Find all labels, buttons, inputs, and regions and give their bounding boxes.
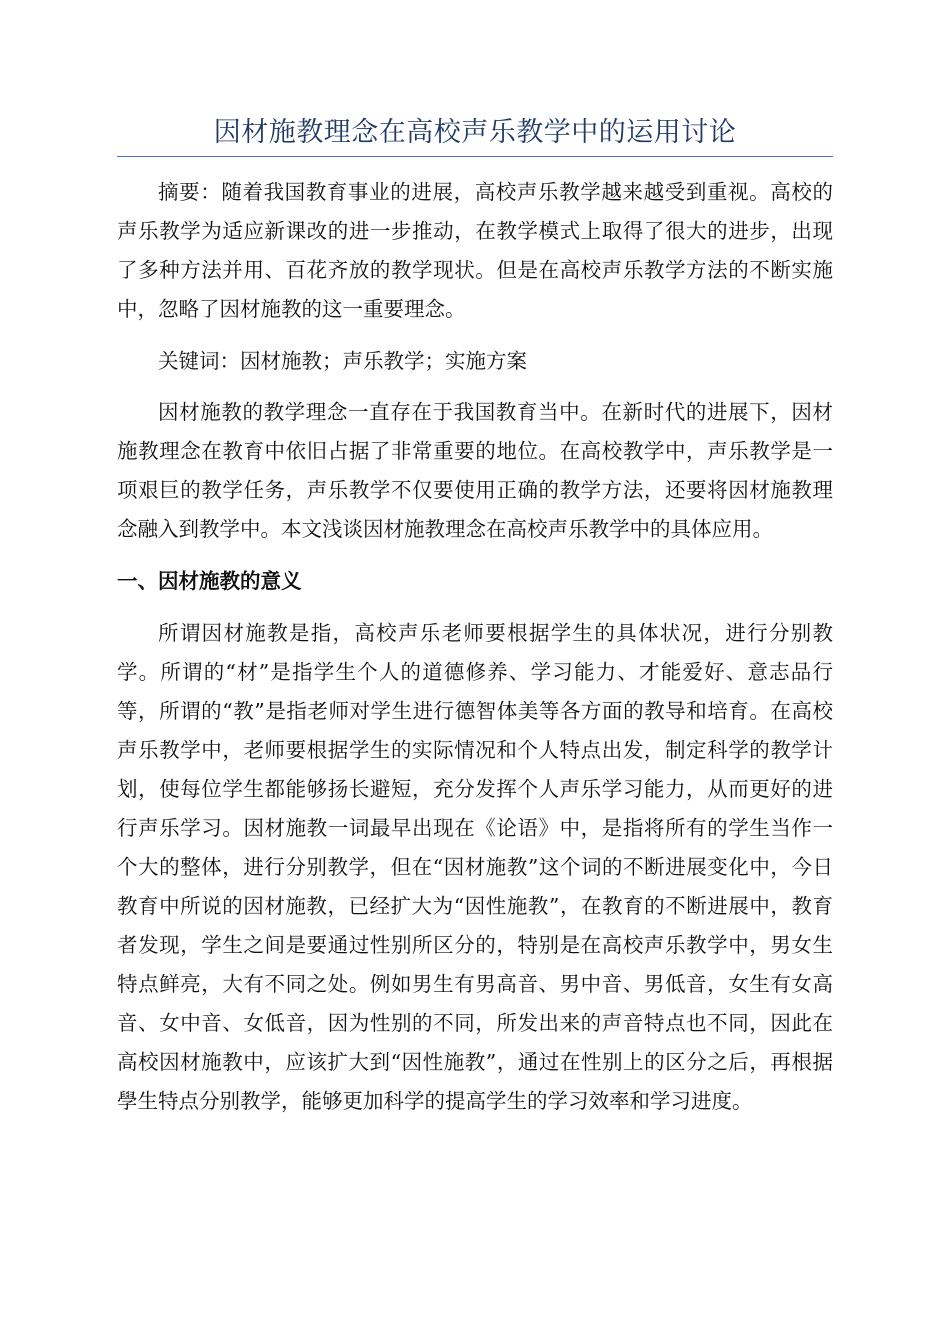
section-heading-1: 一、因材施教的意义	[117, 569, 302, 593]
document-page	[117, 112, 833, 1134]
keywords-paragraph: 关键词：因材施教；声乐教学；实施方案	[158, 349, 527, 373]
abstract-paragraph: 摘要：随着我国教育事业的进展，高校声乐教学越来越受到重视。高校的声乐教学为适应新课改的进一步推动，在教学模式上取得了很大的进步，出现了多种方法并用、百花齐放的教学现状。但是在高校声乐教学方法的不断实施中，忽略了因材施教的这一重要理念。	[117, 180, 833, 321]
intro-paragraph: 因材施教的教学理念一直存在于我国教育当中。在新时代的进展下，因材施教理念在教育中依旧占据了非常重要的地位。在高校教学中，声乐教学是一项艰巨的教学任务，声乐教学不仅要使用正确的教学方法，还要将因材施教理念融入到教学中。本文浅谈因材施教理念在高校声乐教学中的具体应用。	[117, 400, 833, 541]
document-title: 因材施教理念在高校声乐教学中的运用讨论	[117, 112, 833, 157]
section-1-paragraph: 所谓因材施教是指，高校声乐老师要根据学生的具体状况，进行分别教学。所谓的“材”是指学生个人的道德修养、学习能力、才能爱好、意志品行等，所谓的“教”是指老师对学生进行德智体美等各方面的教导和培育。在高校声乐教学中，老师要根据学生的实际情况和个人特点出发，制定科学的教学计划，使每位学生都能够扬长避短，充分发挥个人声乐学习能力，从而更好的进行声乐学习。因材施教一词最早出现在《论语》中，是指将所有的学生当作一个大的整体，进行分别教学，但在“因材施教”这个词的不断进展变化中，今日教育中所说的因材施教，已经扩大为“因性施教”，在教育的不断进展中，教育者发现，学生之间是要通过性别所区分的，特别是在高校声乐教学中，男女生特点鲜亮，大有不同之处。例如男生有男高音、男中音、男低音，女生有女高音、女中音、女低音，因为性别的不同，所发出来的声音特点也不同，因此在高校因材施教中，应该扩大到“因性施教”，通过在性别上的区分之后，再根据學生特点分别教学，能够更加科学的提高学生的学习效率和学习进度。	[117, 621, 833, 1113]
